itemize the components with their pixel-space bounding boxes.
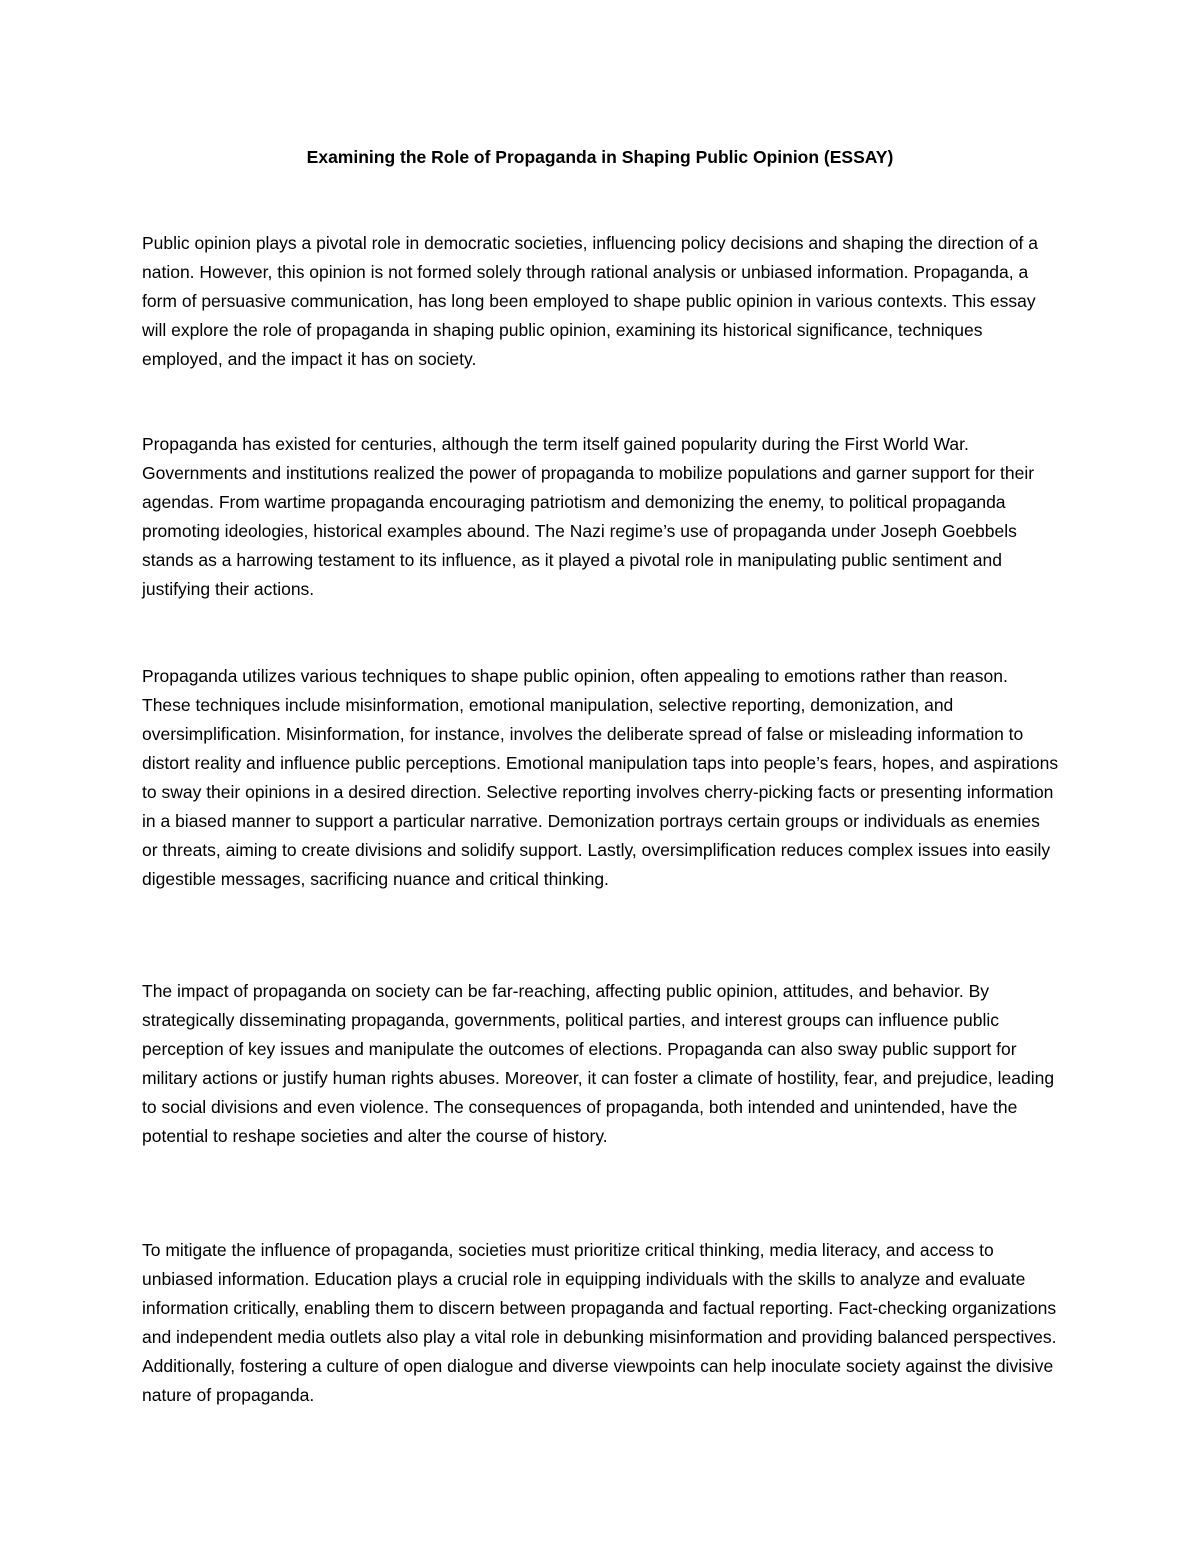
document-title: Examining the Role of Propaganda in Shaping Public Opinion (ESSAY) (306, 147, 894, 167)
paragraph-introduction: Public opinion plays a pivotal role in democratic societies, influencing policy decisions and shaping the direction of a nation. However, this opinion is not formed solely through rational analysis or unbiased information. Propaganda, a form of persuasive communication, has long been employed to shape public opinion in various contexts. This essay will explore the role of propaganda in shaping public opinion, examining its historical significance, techniques employed, and the impact it has on society. (142, 233, 1038, 369)
paragraph-techniques: Propaganda utilizes various techniques to shape public opinion, often appealing to emotions rather than reason. These techniques include misinformation, emotional manipulation, selective reporting, demonization, and oversimplification. Misinformation, for instance, involves the deliberate spread of false or misleading information to distort reality and influence public perceptions. Emotional manipulation taps into people’s fears, hopes, and aspirations to sway their opinions in a desired direction. Selective reporting involves cherry-picking facts or presenting information in a biased manner to support a particular narrative. Demonization portrays certain groups or individuals as enemies or threats, aiming to create divisions and solidify support. Lastly, oversimplification reduces complex issues into easily digestible messages, sacrificing nuance and critical thinking. (142, 666, 1059, 889)
paragraph-mitigation: To mitigate the influence of propaganda, societies must prioritize critical thinking, media literacy, and access to unbiased information. Education plays a crucial role in equipping individuals with the skills to analyze and evaluate information critically, enabling them to discern between propaganda and factual reporting. Fact-checking organizations and independent media outlets also play a vital role in debunking misinformation and providing balanced perspectives. Additionally, fostering a culture of open dialogue and diverse viewpoints can help inoculate society against the divisive nature of propaganda. (142, 1240, 1057, 1405)
paragraph-history: Propaganda has existed for centuries, although the term itself gained popularity during the First World War. Governments and institutions realized the power of propaganda to mobilize populations and garner support for their agendas. From wartime propaganda encouraging patriotism and demonizing the enemy, to political propaganda promoting ideologies, historical examples abound. The Nazi regime’s use of propaganda under Joseph Goebbels stands as a harrowing testament to its influence, as it played a pivotal role in manipulating public sentiment and justifying their actions. (142, 434, 1035, 599)
paragraph-impact: The impact of propaganda on society can be far-reaching, affecting public opinion, attitudes, and behavior. By strategically disseminating propaganda, governments, political parties, and interest groups can influence public perception of key issues and manipulate the outcomes of elections. Propaganda can also sway public support for military actions or justify human rights abuses. Moreover, it can foster a climate of hostility, fear, and prejudice, leading to social divisions and even violence. The consequences of propaganda, both intended and unintended, have the potential to reshape societies and alter the course of history. (142, 981, 1055, 1146)
